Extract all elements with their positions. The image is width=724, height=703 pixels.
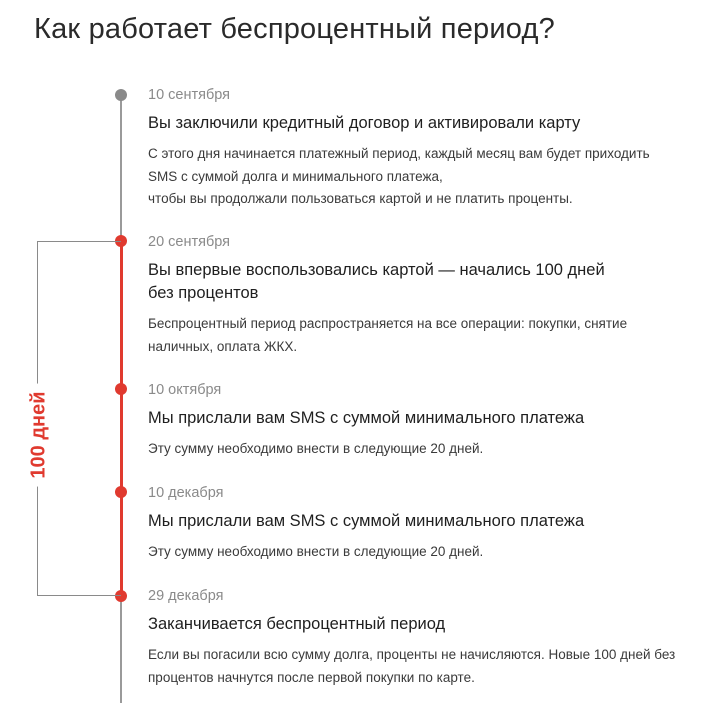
period-bracket-top [37, 241, 121, 242]
timeline-dot [115, 590, 127, 602]
event-heading: Заканчивается беспроцентный период [148, 615, 446, 633]
event-description: Если вы погасили всю сумму долга, проценты не начисляются. Новые 100 дней без процентов начнутся после первой покупки по карте. [148, 647, 676, 685]
event-date: 10 сентября [148, 87, 231, 103]
timeline-event [148, 86, 698, 211]
timeline-event [148, 587, 698, 689]
event-date: 29 декабря [148, 588, 224, 604]
event-description: Беспроцентный период распространяется на все операции: покупки, снятие наличных, оплата ЖКХ. [148, 316, 628, 354]
period-bracket-bottom [37, 595, 121, 596]
event-date: 10 декабря [148, 485, 224, 501]
timeline-line-start [120, 95, 122, 241]
event-description: Эту сумму необходимо внести в следующие 20 дней. [148, 441, 484, 456]
event-date: 20 сентября [148, 234, 231, 250]
event-heading: Мы прислали вам SMS с суммой минимального платежа [148, 512, 585, 530]
event-heading: Вы впервые воспользовались картой — начались 100 дней без процентов [148, 261, 605, 302]
timeline-dot [115, 486, 127, 498]
period-label: 100 дней [28, 383, 51, 486]
event-date: 10 октября [148, 382, 222, 398]
event-heading: Мы прислали вам SMS с суммой минимального платежа [148, 409, 585, 427]
page-title: Как работает беспроцентный период? [34, 13, 555, 45]
timeline-line-end [120, 596, 122, 703]
timeline-dot [115, 89, 127, 101]
event-description: С этого дня начинается платежный период, каждый месяц вам будет приходить SMS с суммой долга и минимального платежа, чтобы вы продолжали пользоваться картой и не платить проценты. [148, 146, 650, 206]
event-heading: Вы заключили кредитный договор и активировали карту [148, 114, 581, 132]
timeline-line-period [120, 241, 123, 596]
timeline-event [148, 233, 698, 358]
timeline-dot [115, 383, 127, 395]
event-description: Эту сумму необходимо внести в следующие 20 дней. [148, 544, 484, 559]
timeline-event [148, 484, 698, 564]
timeline-event [148, 381, 698, 461]
